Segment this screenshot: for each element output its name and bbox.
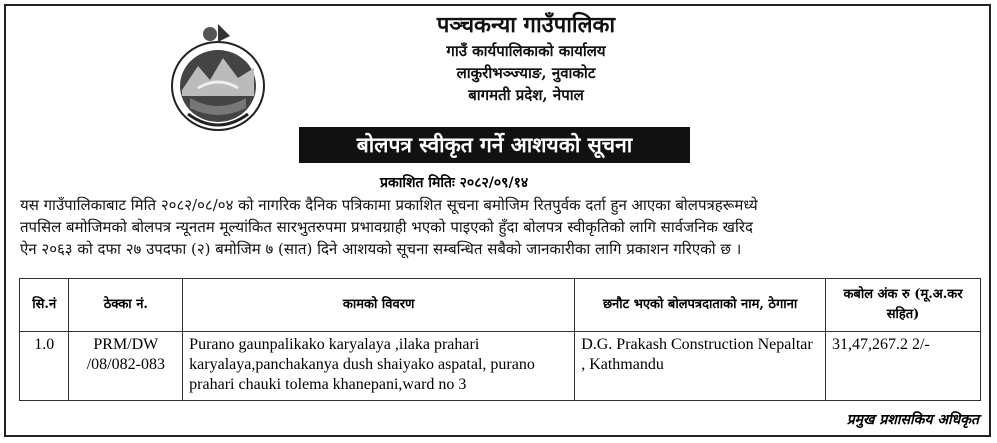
cell-sn: 1.0 — [20, 332, 69, 401]
header-amount: कबोल अंक रु (मू.अ.कर सहित) — [826, 279, 981, 332]
cell-amount: 31,47,267.2 2/- — [826, 332, 981, 401]
cell-description: Purano gaunpalikako karyalaya ,ilaka prahari karyalaya,panchakanya dush shaiyako aspatal, purano prahari chauki tolema khanepani,ward no 3 — [183, 332, 575, 401]
notice-title: बोलपत्र स्वीकृत गर्ने आशयको सूचना — [299, 127, 690, 163]
published-date: २०८२/०९/१४ — [459, 175, 529, 191]
published-date-line — [380, 173, 680, 192]
office-province: बागमती प्रदेश, नेपाल — [468, 86, 584, 104]
office-name: गाउँ कार्यपालिकाको कार्यालय — [446, 42, 606, 60]
table-header-row — [20, 279, 981, 332]
office-address: लाकुरीभञ्ज्याङ, नुवाकोट — [456, 64, 596, 82]
bid-table — [19, 278, 981, 401]
notice-body-line: तपसिल बमोजिमको बोलपत्र न्यूनतम मूल्यांकित सारभुतरुपमा प्रभावग्राही भएको पाइएको हुँदा बोलपत्र स्वीकृतिको लागि सार्वजनिक खरिद — [20, 218, 753, 236]
cell-contract: PRM/DW /08/082-083 — [69, 332, 183, 401]
notice-body-line: यस गाउँपालिकाबाट मिति २०८२/०८/०४ को नागरिक दैनिक पत्रिकामा प्रकाशित सूचना बमोजिम रितपुर्वक दर्ता हुन आएका बोलपत्रहरूमध्ये — [20, 196, 758, 214]
notice-body-line: ऐन २०६३ को दफा २७ उपदफा (२) बमोजिम ७ (सात) दिने आशयको सूचना सम्बन्धित सबैको जानकारीका लागि प्रकाशन गरिएको छ । — [20, 240, 742, 258]
municipality-name: पञ्चकन्या गाउँपालिका — [436, 12, 616, 38]
header-bidder: छनौट भएको बोलपत्रदाताको नाम, ठेगाना — [575, 279, 826, 332]
header-contract: ठेक्का नं. — [69, 279, 183, 332]
office-header — [286, 10, 766, 106]
table-row — [20, 332, 981, 401]
published-label: प्रकाशित मितिः — [380, 175, 455, 191]
header-sn: सि.नं — [20, 279, 69, 332]
signature-title: प्रमुख प्रशासकिय अधिकृत — [846, 412, 979, 428]
cell-bidder: D.G. Prakash Construction Nepaltar , Kathmandu — [575, 332, 826, 401]
nepal-emblem-icon — [168, 18, 268, 136]
header-description: कामको विवरण — [183, 279, 575, 332]
notice-body — [20, 194, 985, 260]
